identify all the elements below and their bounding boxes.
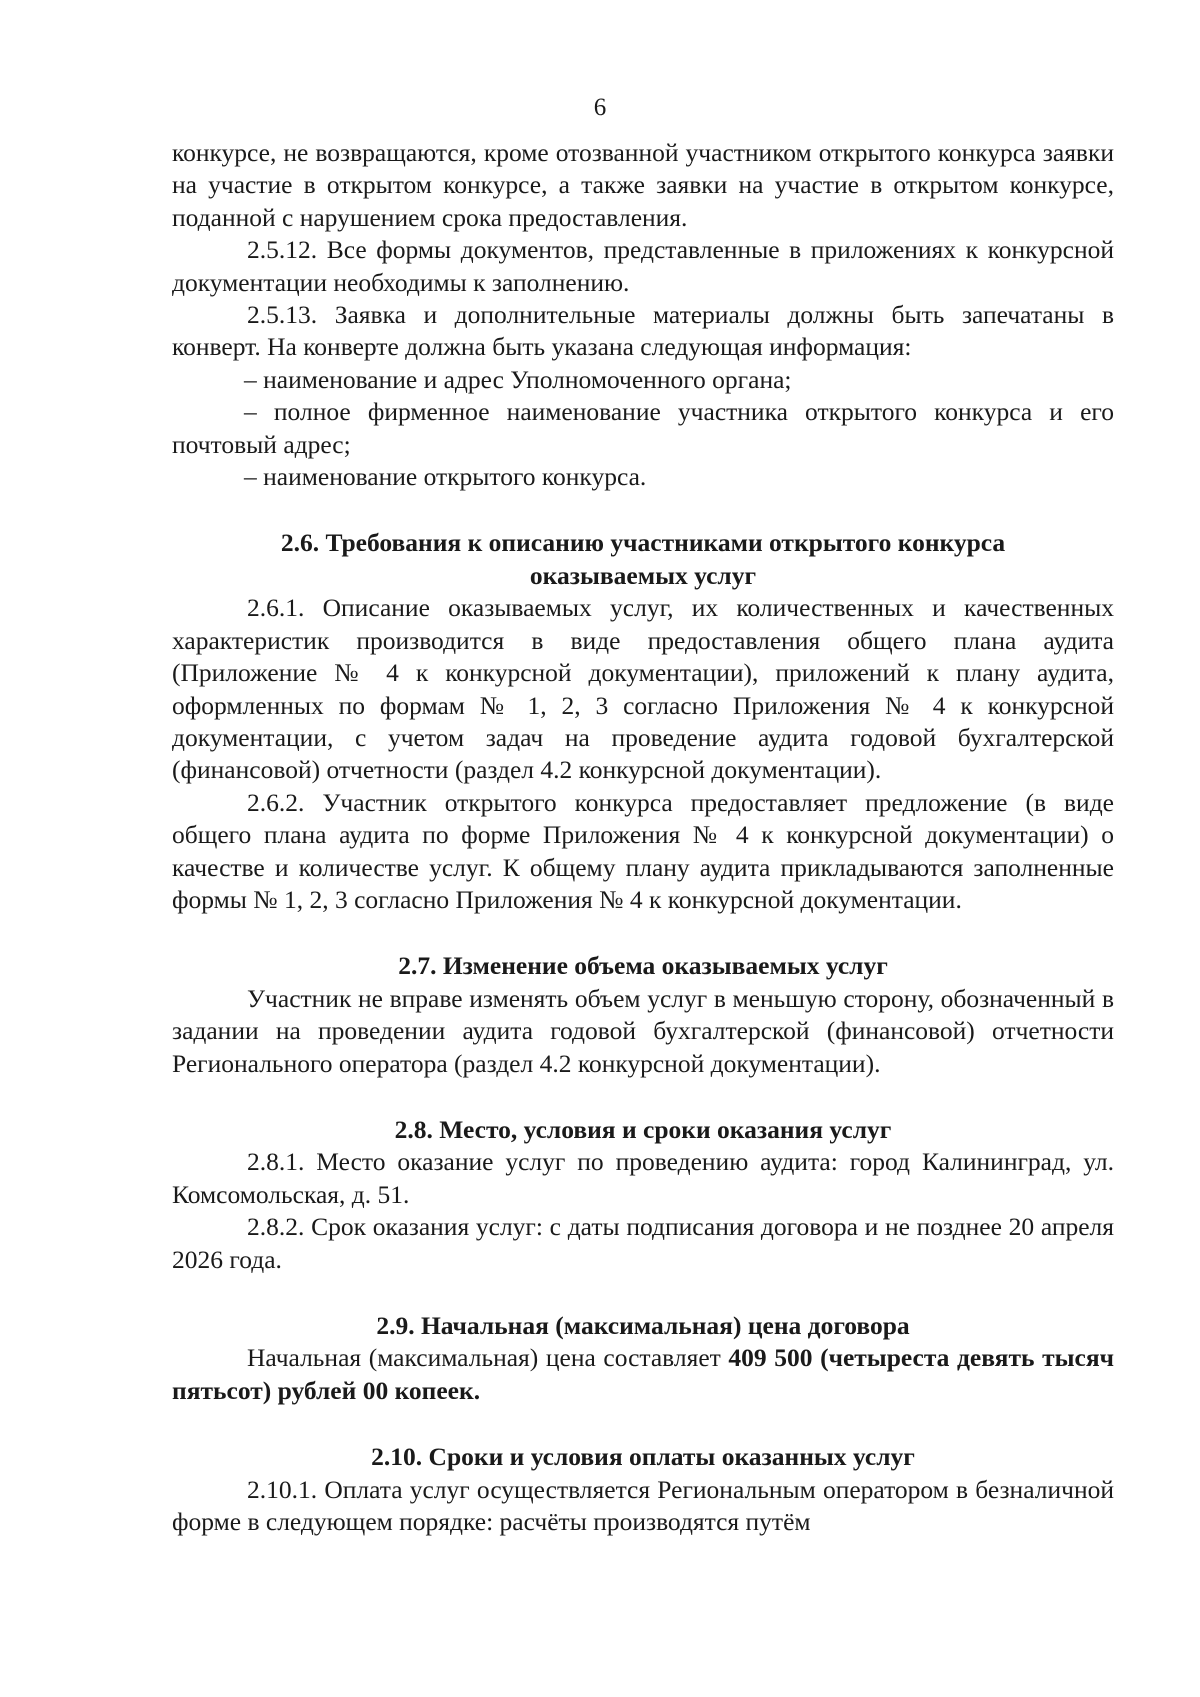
paragraph-continuation: конкурсе, не возвращаются, кроме отозванной участником открытого конкурса заявки на участие в открытом конкурсе, а также заявки на участие в открытом конкурсе, поданной с нарушением срока предоставления. bbox=[172, 138, 1114, 232]
section-heading-2-7: 2.7. Изменение объема оказываемых услуг bbox=[398, 951, 888, 981]
list-item: – наименование и адрес Уполномоченного органа; bbox=[244, 364, 792, 394]
section-gap bbox=[172, 493, 1114, 527]
paragraph-2-10-1: 2.10.1. Оплата услуг осуществляется Региональным оператором в безналичной форме в следующем порядке: расчёты производятся путём bbox=[172, 1474, 1114, 1537]
section-heading-2-6-line2: оказываемых услуг bbox=[529, 560, 757, 590]
document-body bbox=[172, 137, 1114, 1538]
paragraph-2-5-13: 2.5.13. Заявка и дополнительные материалы должны быть запечатаны в конверт. На конверте должна быть указана следующая информация: bbox=[172, 300, 1114, 362]
list-item: – полное фирменное наименование участника открытого конкурса и его почтовый адрес; bbox=[172, 397, 1114, 459]
paragraph-2-9 bbox=[172, 1342, 1114, 1407]
paragraph-2-6-1: 2.6.1. Описание оказываемых услуг, их количественных и качественных характеристик производится в виде предоставления общего плана аудита (Приложение № 4 к конкурсной документации), приложений к плану аудита, оформленных по формам № 1, 2, 3 согласно Приложения № 4 к конкурсной документации, с учетом задач на проведение аудита годовой бухгалтерской (финансовой) отчетности (раздел 4.2 конкурсной документации). bbox=[172, 593, 1114, 785]
section-gap bbox=[172, 1407, 1114, 1441]
paragraph-2-8-1: 2.8.1. Место оказание услуг по проведению аудита: город Калининград, ул. Комсомольская, д. 51. bbox=[172, 1147, 1114, 1209]
section-gap bbox=[172, 916, 1114, 950]
section-gap bbox=[172, 1276, 1114, 1310]
list-item: – наименование открытого конкурса. bbox=[244, 462, 647, 492]
paragraph-2-8-2: 2.8.2. Срок оказания услуг: с даты подписания договора и не позднее 20 апреля 2026 года. bbox=[172, 1212, 1114, 1274]
page-number: 6 bbox=[593, 94, 607, 121]
paragraph-2-5-12: 2.5.12. Все формы документов, представленные в приложениях к конкурсной документации необходимы к заполнению. bbox=[172, 235, 1114, 297]
section-gap bbox=[172, 1080, 1114, 1114]
section-heading-2-9: 2.9. Начальная (максимальная) цена договора bbox=[376, 1311, 910, 1340]
paragraph-2-7: Участник не вправе изменять объем услуг в меньшую сторону, обозначенный в задании на проведении аудита годовой бухгалтерской (финансовой) отчетности Регионального оператора (раздел 4.2 конкурсной документации). bbox=[172, 983, 1114, 1078]
section-heading-2-6-line1: 2.6. Требования к описанию участниками открытого конкурса bbox=[280, 528, 1006, 558]
section-heading-2-8: 2.8. Место, условия и сроки оказания услуг bbox=[394, 1114, 892, 1144]
price-amount: 409 500 (четыреста девять тысяч пятьсот) рублей 00 копеек. bbox=[172, 1343, 1114, 1405]
price-text: Начальная (максимальная) цена составляет bbox=[247, 1343, 729, 1373]
section-heading-2-10: 2.10. Сроки и условия оплаты оказанных услуг bbox=[371, 1442, 915, 1472]
paragraph-2-6-2: 2.6.2. Участник открытого конкурса предоставляет предложение (в виде общего плана аудита по форме Приложения № 4 к конкурсной документации) о качестве и количестве услуг. К общему плану аудита прикладываются заполненные формы № 1, 2, 3 согласно Приложения № 4 к конкурсной документации. bbox=[172, 787, 1114, 914]
